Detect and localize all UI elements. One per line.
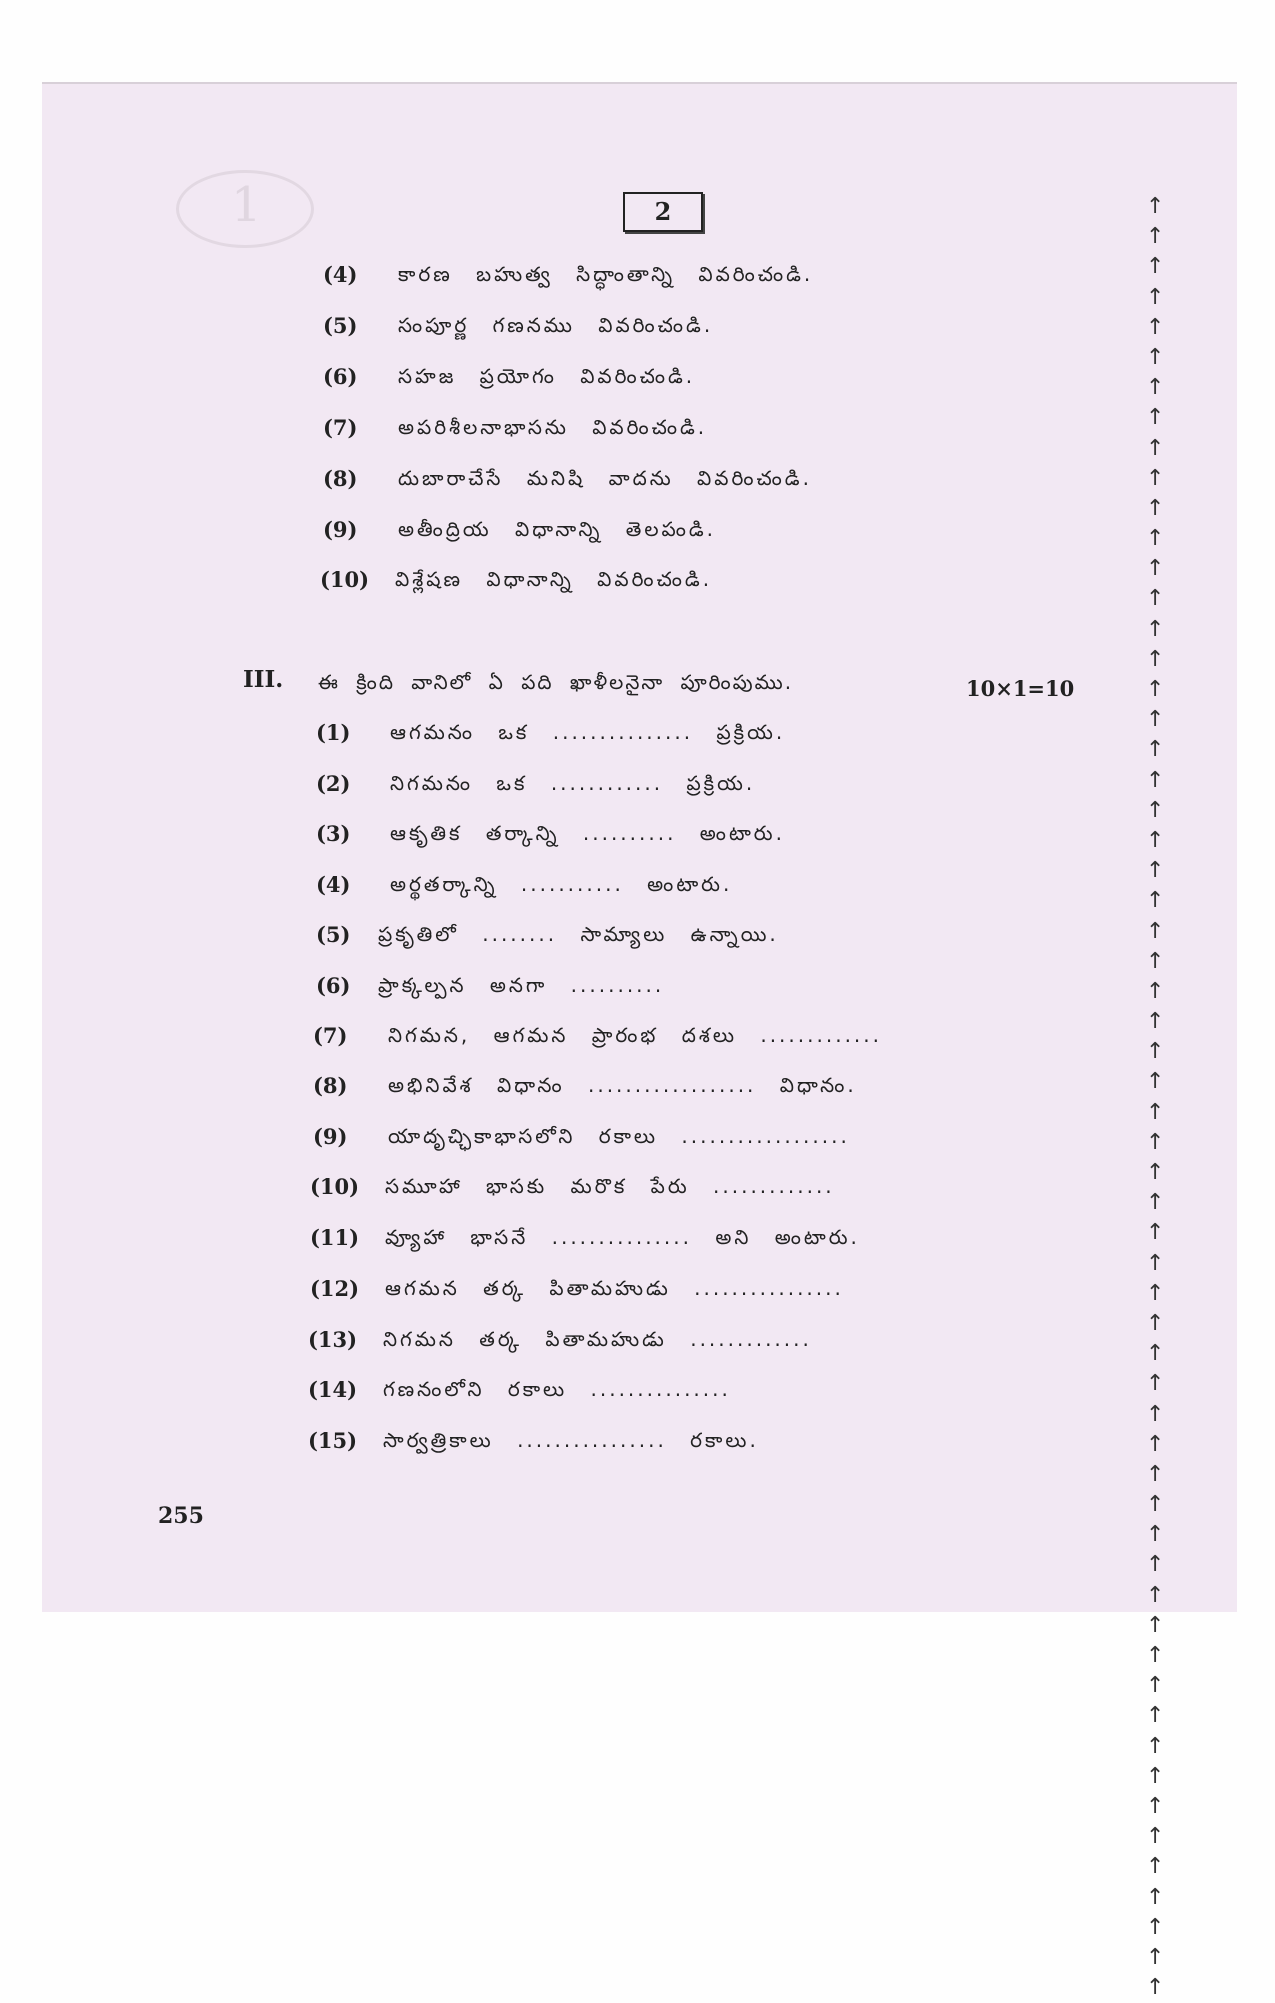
question-number: (3) [316, 821, 351, 846]
up-arrow-icon: ↑ [1146, 1401, 1165, 1427]
up-arrow-icon: ↑ [1146, 707, 1165, 733]
up-arrow-icon: ↑ [1146, 1341, 1165, 1367]
up-arrow-icon: ↑ [1146, 1039, 1165, 1065]
up-arrow-icon: ↑ [1146, 1009, 1165, 1035]
up-arrow-icon: ↑ [1146, 948, 1165, 974]
question-text: ప్రకృతిలో ........ సామ్యాలు ఉన్నాయి. [378, 922, 779, 946]
question-number: (9) [313, 1124, 348, 1149]
faint-circle-stamp [176, 170, 314, 248]
up-arrow-icon: ↑ [1146, 1763, 1165, 1789]
margin-arrow-column [1146, 192, 1176, 2003]
question-number: (7) [323, 415, 358, 440]
question-number: (5) [323, 313, 358, 338]
question-text: సార్వత్రికాలు ................ రకాలు. [383, 1428, 759, 1452]
up-arrow-icon: ↑ [1146, 1310, 1165, 1336]
up-arrow-icon: ↑ [1146, 465, 1165, 491]
up-arrow-icon: ↑ [1146, 677, 1165, 702]
up-arrow-icon: ↑ [1146, 1975, 1165, 2001]
question-number: (11) [310, 1225, 360, 1250]
up-arrow-icon: ↑ [1146, 1703, 1165, 1729]
question-text: సహజ ప్రయోగం వివరించండి. [398, 364, 696, 388]
up-arrow-icon: ↑ [1146, 1914, 1165, 1940]
up-arrow-icon: ↑ [1146, 1069, 1165, 1095]
question-number: (13) [308, 1327, 358, 1352]
up-arrow-icon: ↑ [1146, 1371, 1165, 1397]
question-number: (5) [316, 922, 351, 947]
up-arrow-icon: ↑ [1146, 556, 1165, 582]
question-text: అభినివేశ విధానం .................. విధానం. [388, 1073, 857, 1097]
stamp-number: 1 [231, 177, 262, 233]
up-arrow-icon: ↑ [1146, 344, 1165, 370]
up-arrow-icon: ↑ [1146, 314, 1165, 340]
up-arrow-icon: ↑ [1146, 224, 1165, 250]
up-arrow-icon: ↑ [1146, 888, 1165, 914]
up-arrow-icon: ↑ [1146, 858, 1165, 884]
question-text: నిగమన తర్క పితామహుడు ............. [383, 1327, 812, 1351]
question-number: (12) [310, 1276, 360, 1301]
question-text: సంపూర్ణ గణనము వివరించండి. [398, 313, 714, 337]
up-arrow-icon: ↑ [1146, 616, 1165, 642]
question-text: విశ్లేషణ విధానాన్ని వివరించండి. [395, 567, 713, 591]
question-number: (8) [313, 1073, 348, 1098]
question-number: (10) [310, 1174, 360, 1199]
up-arrow-icon: ↑ [1146, 797, 1165, 823]
up-arrow-icon: ↑ [1146, 194, 1165, 219]
up-arrow-icon: ↑ [1146, 1431, 1165, 1457]
question-text: అర్థతర్కాన్ని ........... అంటారు. [390, 872, 733, 896]
section-instruction: ఈ క్రింది వానిలో ఏ పది ఖాళీలనైనా పూరింపుము. [318, 670, 794, 694]
up-arrow-icon: ↑ [1146, 1250, 1165, 1276]
question-text: ఆకృతిక తర్కాన్ని .......... అంటారు. [390, 821, 785, 845]
up-arrow-icon: ↑ [1146, 1733, 1165, 1759]
up-arrow-icon: ↑ [1146, 767, 1165, 793]
up-arrow-icon: ↑ [1146, 435, 1165, 461]
up-arrow-icon: ↑ [1146, 1461, 1165, 1487]
up-arrow-icon: ↑ [1146, 254, 1165, 280]
question-number: (4) [316, 872, 351, 897]
up-arrow-icon: ↑ [1146, 1824, 1165, 1850]
question-number: (14) [308, 1377, 358, 1402]
up-arrow-icon: ↑ [1146, 284, 1165, 310]
up-arrow-icon: ↑ [1146, 1854, 1165, 1880]
up-arrow-icon: ↑ [1146, 586, 1165, 612]
question-text: దుబారాచేసే మనిషి వాదను వివరించండి. [398, 466, 812, 490]
question-number: (2) [316, 771, 351, 796]
question-text: నిగమన, ఆగమన ప్రారంభ దశలు ............. [388, 1023, 882, 1047]
up-arrow-icon: ↑ [1146, 1280, 1165, 1306]
up-arrow-icon: ↑ [1146, 1793, 1165, 1819]
up-arrow-icon: ↑ [1146, 526, 1165, 552]
question-text: సమూహా భాసకు మరొక పేరు ............. [385, 1174, 835, 1198]
up-arrow-icon: ↑ [1146, 405, 1165, 431]
question-text: గణనంలోని రకాలు ............... [383, 1377, 731, 1401]
up-arrow-icon: ↑ [1146, 375, 1165, 401]
up-arrow-icon: ↑ [1146, 737, 1165, 763]
question-text: ఆగమనం ఒక ............... ప్రక్రియ. [390, 720, 786, 744]
question-number: (8) [323, 466, 358, 491]
up-arrow-icon: ↑ [1146, 1190, 1165, 1216]
question-text: ప్రాక్కల్పన అనగా .......... [378, 973, 665, 997]
section-marks: 10×1=10 [966, 676, 1075, 701]
question-text: అతీంద్రియ విధానాన్ని తెలపండి. [398, 517, 717, 541]
footer-page-number: 255 [158, 1503, 204, 1529]
question-text: ఆగమన తర్క పితామహుడు ................ [385, 1276, 844, 1300]
up-arrow-icon: ↑ [1146, 495, 1165, 521]
up-arrow-icon: ↑ [1146, 1492, 1165, 1518]
question-number: (4) [323, 262, 358, 287]
up-arrow-icon: ↑ [1146, 1522, 1165, 1548]
question-number: (7) [313, 1023, 348, 1048]
up-arrow-icon: ↑ [1146, 827, 1165, 853]
up-arrow-icon: ↑ [1146, 918, 1165, 944]
up-arrow-icon: ↑ [1146, 1944, 1165, 1970]
question-text: నిగమనం ఒక ............ ప్రక్రియ. [390, 771, 756, 795]
up-arrow-icon: ↑ [1146, 978, 1165, 1004]
up-arrow-icon: ↑ [1146, 1673, 1165, 1699]
question-number: (15) [308, 1428, 358, 1453]
question-text: కారణ బహుత్వ సిద్ధాంతాన్ని వివరించండి. [398, 262, 814, 286]
question-number: (9) [323, 517, 358, 542]
up-arrow-icon: ↑ [1146, 646, 1165, 672]
section-title: III. [243, 666, 284, 693]
up-arrow-icon: ↑ [1146, 1643, 1165, 1668]
up-arrow-icon: ↑ [1146, 1884, 1165, 1910]
page-number-box: 2 [623, 192, 703, 232]
question-text: వ్యూహా భాసనే ............... అని అంటారు. [385, 1225, 860, 1249]
up-arrow-icon: ↑ [1146, 1552, 1165, 1578]
up-arrow-icon: ↑ [1146, 1160, 1165, 1185]
question-text: యాదృచ్ఛికాభాసలోని రకాలు .................. [388, 1124, 850, 1148]
up-arrow-icon: ↑ [1146, 1220, 1165, 1246]
up-arrow-icon: ↑ [1146, 1612, 1165, 1638]
question-number: (6) [323, 364, 358, 389]
question-text: అపరిశీలనాభాసను వివరించండి. [398, 415, 708, 439]
question-number: (10) [320, 567, 370, 592]
question-number: (6) [316, 973, 351, 998]
up-arrow-icon: ↑ [1146, 1099, 1165, 1125]
up-arrow-icon: ↑ [1146, 1129, 1165, 1155]
up-arrow-icon: ↑ [1146, 1582, 1165, 1608]
question-number: (1) [316, 720, 351, 745]
